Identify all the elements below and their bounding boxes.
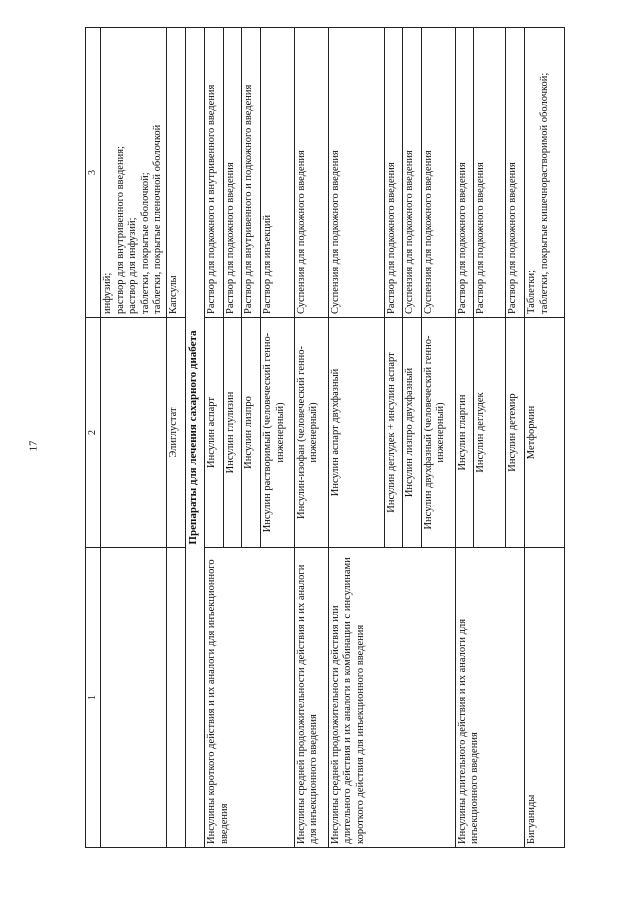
cell-name: Инсулин лизпро: [242, 318, 261, 548]
rotated-table-container: [85, 28, 565, 848]
cell-name: Инсулин лизпро двухфазный: [403, 318, 422, 548]
cell-name: Элиглустат: [166, 318, 185, 548]
table-row: [101, 28, 167, 848]
cell-form: Суспензия для подкожного введения: [421, 28, 455, 318]
cell-form: Раствор для инъекций: [261, 28, 295, 318]
table-row: [328, 28, 384, 848]
section-row: [185, 28, 204, 848]
cell-name: Инсулин детемир: [506, 318, 525, 548]
header-col-3: 3: [86, 28, 101, 318]
cell-name: Инсулин аспарт: [205, 318, 224, 548]
cell-group: Инсулины длительного действия и их аналоги для инъекционного введения: [455, 548, 524, 848]
cell-name: Инсулин двухфазный (человеческий генно-инженерный): [421, 318, 455, 548]
cell-group: Инсулины средней продолжительности действия или длительного действия и их аналоги в комбинации с инсулинами короткого действия для инъекционного введения: [328, 548, 455, 848]
cell-group: Инсулины средней продолжительности действия и их аналоги для инъекционного введения: [294, 548, 328, 848]
cell-form: Раствор для подкожного и внутривенного введения: [205, 28, 224, 318]
cell-name: Инсулин деглудек: [474, 318, 506, 548]
table-row: [294, 28, 328, 848]
cell-form: инфузий; раствор для внутривенного введения; раствор для инфузий; таблетки, покрытые оболочкой; таблетки, покрытые пленочной оболочкой: [101, 28, 167, 318]
cell-form: Раствор для внутривенного и подкожного введения: [242, 28, 261, 318]
cell-group: Инсулины короткого действия и их аналоги для инъекционного введения: [205, 548, 295, 848]
cell-group: [166, 548, 185, 848]
cell-name: Инсулин растворимый (человеческий генно-инженерный): [261, 318, 295, 548]
cell-form: Суспензия для подкожного введения: [294, 28, 328, 318]
cell-name: Инсулин глулизин: [223, 318, 242, 548]
cell-group: Бигуаниды: [525, 548, 565, 848]
table-row: [205, 28, 224, 848]
cell-form: Раствор для подкожного введения: [506, 28, 525, 318]
cell-form: Раствор для подкожного введения: [384, 28, 403, 318]
table-header-row: [86, 28, 101, 848]
table-row: [455, 28, 474, 848]
header-col-2: 2: [86, 318, 101, 548]
drug-table: [85, 27, 565, 848]
table-row: [525, 28, 565, 848]
cell-name: Инсулин деглудек + инсулин аспарт: [384, 318, 403, 548]
cell-name: Инсулин аспарт двухфазный: [328, 318, 384, 548]
cell-form: Таблетки; таблетки, покрытые кишечнорастворимой оболочкой;: [525, 28, 565, 318]
cell-form: Раствор для подкожного введения: [474, 28, 506, 318]
page-number: 17: [27, 440, 40, 452]
cell-form: Суспензия для подкожного введения: [403, 28, 422, 318]
cell-name: Инсулин гларгин: [455, 318, 474, 548]
cell-form: Капсулы: [166, 28, 185, 318]
cell-name: Метформин: [525, 318, 565, 548]
cell-form: Раствор для подкожного введения: [223, 28, 242, 318]
header-col-1: 1: [86, 548, 101, 848]
cell-name: [101, 318, 167, 548]
cell-form: Раствор для подкожного введения: [455, 28, 474, 318]
cell-form: Суспензия для подкожного введения: [328, 28, 384, 318]
cell-group: [101, 548, 167, 848]
section-title: Препараты для лечения сахарного диабета: [185, 28, 204, 848]
cell-name: Инсулин-изофан (человеческий генно-инженерный): [294, 318, 328, 548]
table-row: [166, 28, 185, 848]
